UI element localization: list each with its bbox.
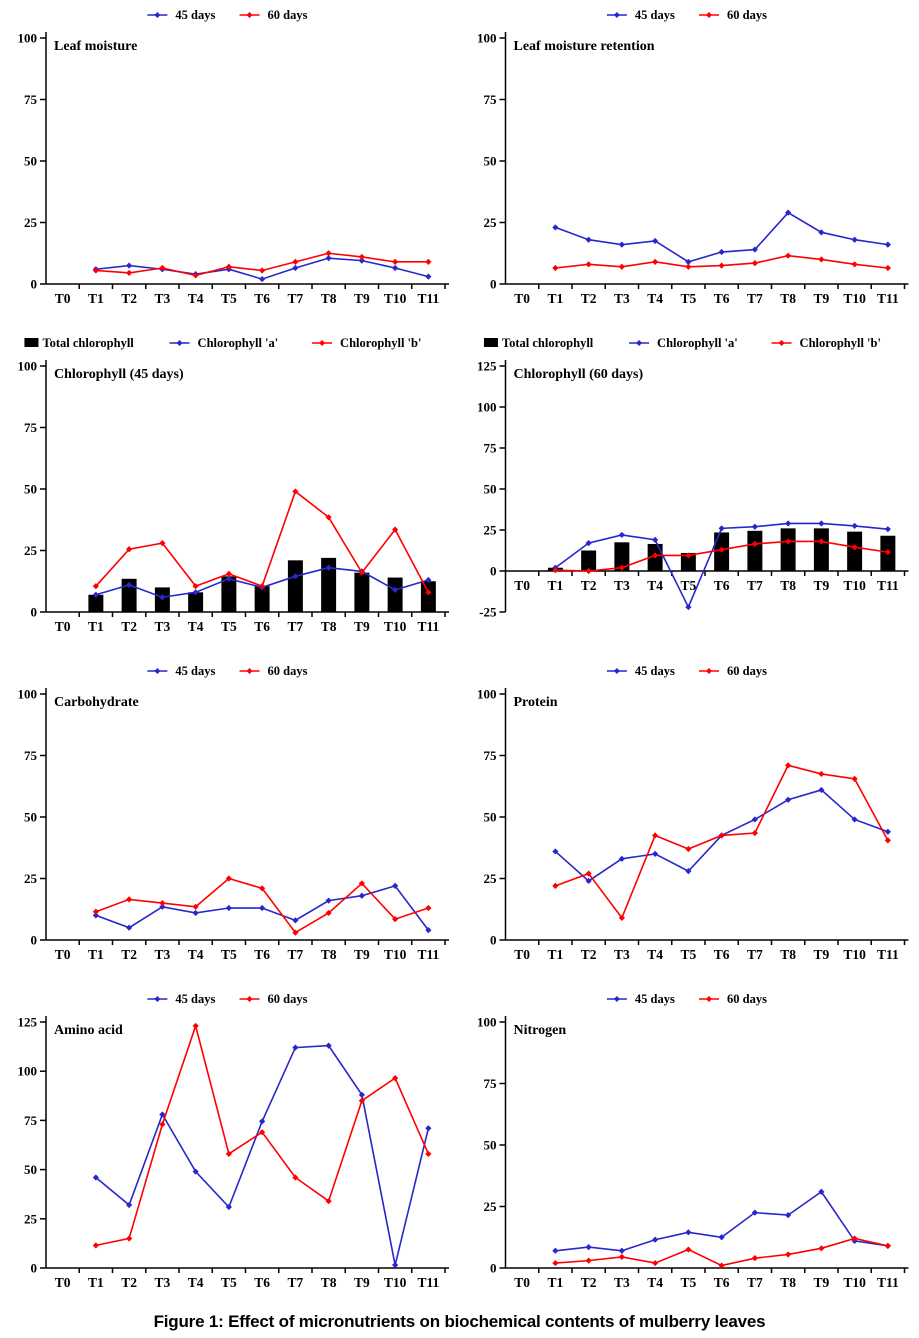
svg-text:45 days: 45 days <box>634 8 675 22</box>
svg-text:T1: T1 <box>547 291 564 306</box>
chart-chlorophyll-45-days-svg <box>0 328 459 656</box>
svg-text:T7: T7 <box>746 578 763 593</box>
svg-text:T7: T7 <box>746 947 763 962</box>
chart-chlorophyll-60-days <box>459 328 919 656</box>
chart-carbohydrate-svg <box>0 656 459 984</box>
svg-text:T3: T3 <box>613 291 630 306</box>
svg-text:Chlorophyll 'a': Chlorophyll 'a' <box>657 336 738 350</box>
svg-text:75: 75 <box>483 1076 497 1091</box>
svg-text:T0: T0 <box>514 291 531 306</box>
svg-text:T1: T1 <box>87 947 104 962</box>
svg-text:100: 100 <box>17 686 37 702</box>
svg-text:75: 75 <box>483 440 497 456</box>
svg-text:100: 100 <box>477 30 497 46</box>
svg-text:Leaf moisture: Leaf moisture <box>54 39 138 54</box>
svg-text:T3: T3 <box>154 619 171 634</box>
svg-text:100: 100 <box>17 1063 37 1079</box>
svg-text:T11: T11 <box>876 947 899 962</box>
svg-text:T10: T10 <box>383 947 407 962</box>
chart-chlorophyll-60-days-svg <box>459 328 919 656</box>
svg-text:T11: T11 <box>876 1275 899 1290</box>
svg-text:45 days: 45 days <box>175 992 216 1006</box>
svg-text:T0: T0 <box>54 291 71 306</box>
chart-chlorophyll-45-days <box>0 328 459 656</box>
svg-text:T11: T11 <box>876 291 899 306</box>
svg-text:Total chlorophyll: Total chlorophyll <box>42 336 134 350</box>
svg-text:T10: T10 <box>383 619 407 634</box>
svg-text:T3: T3 <box>154 291 171 306</box>
chart-nitrogen <box>459 984 919 1312</box>
svg-text:T6: T6 <box>713 947 730 962</box>
svg-text:T4: T4 <box>647 947 664 962</box>
svg-text:125: 125 <box>17 1014 37 1030</box>
svg-text:T10: T10 <box>843 1275 866 1290</box>
svg-text:25: 25 <box>483 1199 497 1214</box>
svg-text:60 days: 60 days <box>267 8 308 22</box>
svg-text:T6: T6 <box>254 947 271 962</box>
svg-text:T5: T5 <box>680 947 697 962</box>
chart-carbohydrate <box>0 656 459 984</box>
svg-text:T2: T2 <box>121 947 138 962</box>
svg-text:0: 0 <box>490 276 497 292</box>
svg-text:45 days: 45 days <box>634 992 675 1006</box>
chart-protein <box>459 656 919 984</box>
svg-text:50: 50 <box>24 809 37 825</box>
svg-text:T0: T0 <box>54 619 71 634</box>
svg-text:T9: T9 <box>353 1275 370 1290</box>
svg-text:Chlorophyll (45 days): Chlorophyll (45 days) <box>54 367 184 382</box>
svg-text:25: 25 <box>24 871 37 886</box>
svg-text:T8: T8 <box>780 947 797 962</box>
svg-text:T3: T3 <box>613 947 630 962</box>
svg-text:Chlorophyll 'b': Chlorophyll 'b' <box>340 336 422 350</box>
svg-text:T3: T3 <box>613 578 630 593</box>
svg-text:T5: T5 <box>220 291 237 306</box>
svg-text:45 days: 45 days <box>634 664 675 678</box>
svg-text:T2: T2 <box>580 291 597 306</box>
svg-text:Nitrogen: Nitrogen <box>513 1023 567 1038</box>
svg-text:T4: T4 <box>647 578 664 593</box>
svg-text:75: 75 <box>24 748 37 763</box>
svg-text:T6: T6 <box>713 291 730 306</box>
svg-text:75: 75 <box>24 92 37 107</box>
svg-text:T10: T10 <box>843 578 866 593</box>
chart-leaf-moisture-retention-svg <box>459 0 919 328</box>
svg-text:T1: T1 <box>547 947 564 962</box>
svg-text:50: 50 <box>24 153 37 169</box>
svg-text:Chlorophyll 'a': Chlorophyll 'a' <box>197 336 279 350</box>
svg-text:T2: T2 <box>580 947 597 962</box>
svg-text:Chlorophyll (60 days): Chlorophyll (60 days) <box>513 367 644 382</box>
svg-text:T2: T2 <box>580 1275 597 1290</box>
svg-text:50: 50 <box>483 481 497 497</box>
svg-text:T11: T11 <box>876 578 899 593</box>
svg-text:T2: T2 <box>121 291 138 306</box>
svg-text:T5: T5 <box>220 1275 237 1290</box>
svg-text:Leaf moisture retention: Leaf moisture retention <box>513 39 655 54</box>
svg-text:T11: T11 <box>417 947 440 962</box>
svg-text:T2: T2 <box>580 578 597 593</box>
svg-text:T8: T8 <box>320 291 337 306</box>
chart-protein-svg <box>459 656 919 984</box>
svg-text:T5: T5 <box>680 291 697 306</box>
svg-text:0: 0 <box>30 1260 37 1276</box>
svg-text:T9: T9 <box>813 947 830 962</box>
svg-text:T8: T8 <box>320 1275 337 1290</box>
svg-text:T8: T8 <box>320 947 337 962</box>
figure-caption: Figure 1: Effect of micronutrients on biochemical contents of mulberry leaves <box>153 1312 766 1331</box>
svg-text:T0: T0 <box>514 578 531 593</box>
svg-text:100: 100 <box>17 358 37 374</box>
svg-text:T5: T5 <box>220 619 237 634</box>
svg-text:125: 125 <box>477 358 497 374</box>
svg-text:T2: T2 <box>121 1275 138 1290</box>
svg-text:25: 25 <box>483 215 497 230</box>
svg-text:50: 50 <box>483 1137 497 1153</box>
svg-text:T0: T0 <box>54 947 71 962</box>
svg-text:Protein: Protein <box>513 695 558 710</box>
svg-text:Carbohydrate: Carbohydrate <box>54 695 139 710</box>
svg-text:0: 0 <box>490 563 497 579</box>
svg-text:45 days: 45 days <box>175 664 216 678</box>
svg-text:T4: T4 <box>187 1275 204 1290</box>
svg-text:T5: T5 <box>220 947 237 962</box>
svg-text:T6: T6 <box>713 578 730 593</box>
svg-text:T6: T6 <box>254 291 271 306</box>
svg-text:50: 50 <box>24 481 37 497</box>
svg-text:100: 100 <box>17 30 37 46</box>
svg-text:0: 0 <box>490 932 497 948</box>
svg-text:60 days: 60 days <box>267 664 308 678</box>
svg-text:-25: -25 <box>479 604 497 620</box>
chart-nitrogen-svg <box>459 984 919 1312</box>
svg-text:T7: T7 <box>287 291 304 306</box>
svg-text:T3: T3 <box>154 947 171 962</box>
svg-text:45 days: 45 days <box>175 8 216 22</box>
svg-text:60 days: 60 days <box>727 664 767 678</box>
svg-text:25: 25 <box>483 871 497 886</box>
svg-text:T10: T10 <box>383 1275 407 1290</box>
svg-text:50: 50 <box>24 1162 37 1178</box>
svg-text:0: 0 <box>30 604 37 620</box>
svg-text:25: 25 <box>483 522 497 538</box>
svg-text:T4: T4 <box>187 619 204 634</box>
svg-text:T6: T6 <box>254 619 271 634</box>
svg-text:T6: T6 <box>713 1275 730 1290</box>
svg-text:25: 25 <box>24 215 37 230</box>
svg-text:T9: T9 <box>353 619 370 634</box>
chart-amino-acid-svg <box>0 984 459 1312</box>
svg-text:100: 100 <box>477 1014 497 1030</box>
svg-text:T10: T10 <box>843 947 866 962</box>
svg-text:T9: T9 <box>353 947 370 962</box>
svg-text:60 days: 60 days <box>267 992 308 1006</box>
svg-text:75: 75 <box>24 1112 37 1128</box>
svg-text:T8: T8 <box>780 578 797 593</box>
svg-text:0: 0 <box>490 1260 497 1276</box>
svg-text:T10: T10 <box>843 291 866 306</box>
svg-text:T9: T9 <box>813 1275 830 1290</box>
svg-text:Chlorophyll 'b': Chlorophyll 'b' <box>799 336 881 350</box>
svg-text:0: 0 <box>30 276 37 292</box>
svg-text:T11: T11 <box>417 1275 440 1290</box>
svg-text:T7: T7 <box>746 1275 763 1290</box>
svg-text:T10: T10 <box>383 291 407 306</box>
svg-text:T1: T1 <box>87 619 104 634</box>
svg-text:T6: T6 <box>254 1275 271 1290</box>
svg-text:T7: T7 <box>287 619 304 634</box>
svg-text:T4: T4 <box>647 291 664 306</box>
svg-text:T4: T4 <box>647 1275 664 1290</box>
svg-text:T9: T9 <box>813 291 830 306</box>
svg-text:T5: T5 <box>680 578 697 593</box>
chart-leaf-moisture-svg <box>0 0 459 328</box>
svg-text:60 days: 60 days <box>727 992 767 1006</box>
svg-text:T8: T8 <box>780 1275 797 1290</box>
svg-text:T4: T4 <box>187 291 204 306</box>
svg-text:T2: T2 <box>121 619 138 634</box>
svg-text:T7: T7 <box>746 291 763 306</box>
svg-text:T1: T1 <box>547 1275 564 1290</box>
svg-text:50: 50 <box>483 809 497 825</box>
svg-text:T9: T9 <box>353 291 370 306</box>
svg-text:T1: T1 <box>87 1275 104 1290</box>
svg-text:0: 0 <box>30 932 37 948</box>
svg-text:T7: T7 <box>287 947 304 962</box>
svg-text:Amino acid: Amino acid <box>54 1023 123 1038</box>
svg-text:T1: T1 <box>547 578 564 593</box>
svg-text:T3: T3 <box>613 1275 630 1290</box>
svg-text:25: 25 <box>24 543 37 558</box>
svg-text:100: 100 <box>477 686 497 702</box>
svg-text:75: 75 <box>483 92 497 107</box>
svg-text:T0: T0 <box>514 947 531 962</box>
svg-text:T8: T8 <box>320 619 337 634</box>
svg-text:T8: T8 <box>780 291 797 306</box>
svg-text:100: 100 <box>477 399 497 415</box>
svg-text:T0: T0 <box>54 1275 71 1290</box>
svg-text:T0: T0 <box>514 1275 531 1290</box>
svg-text:T5: T5 <box>680 1275 697 1290</box>
svg-text:T7: T7 <box>287 1275 304 1290</box>
chart-amino-acid <box>0 984 459 1312</box>
svg-text:60 days: 60 days <box>727 8 767 22</box>
svg-text:50: 50 <box>483 153 497 169</box>
svg-text:75: 75 <box>24 420 37 435</box>
svg-text:T11: T11 <box>417 619 440 634</box>
svg-text:25: 25 <box>24 1211 37 1227</box>
svg-text:T3: T3 <box>154 1275 171 1290</box>
svg-text:T9: T9 <box>813 578 830 593</box>
svg-text:Total chlorophyll: Total chlorophyll <box>501 336 594 350</box>
svg-text:T1: T1 <box>87 291 104 306</box>
svg-text:75: 75 <box>483 748 497 763</box>
svg-text:T4: T4 <box>187 947 204 962</box>
svg-text:T11: T11 <box>417 291 440 306</box>
chart-leaf-moisture <box>0 0 459 328</box>
chart-leaf-moisture-retention <box>459 0 919 328</box>
